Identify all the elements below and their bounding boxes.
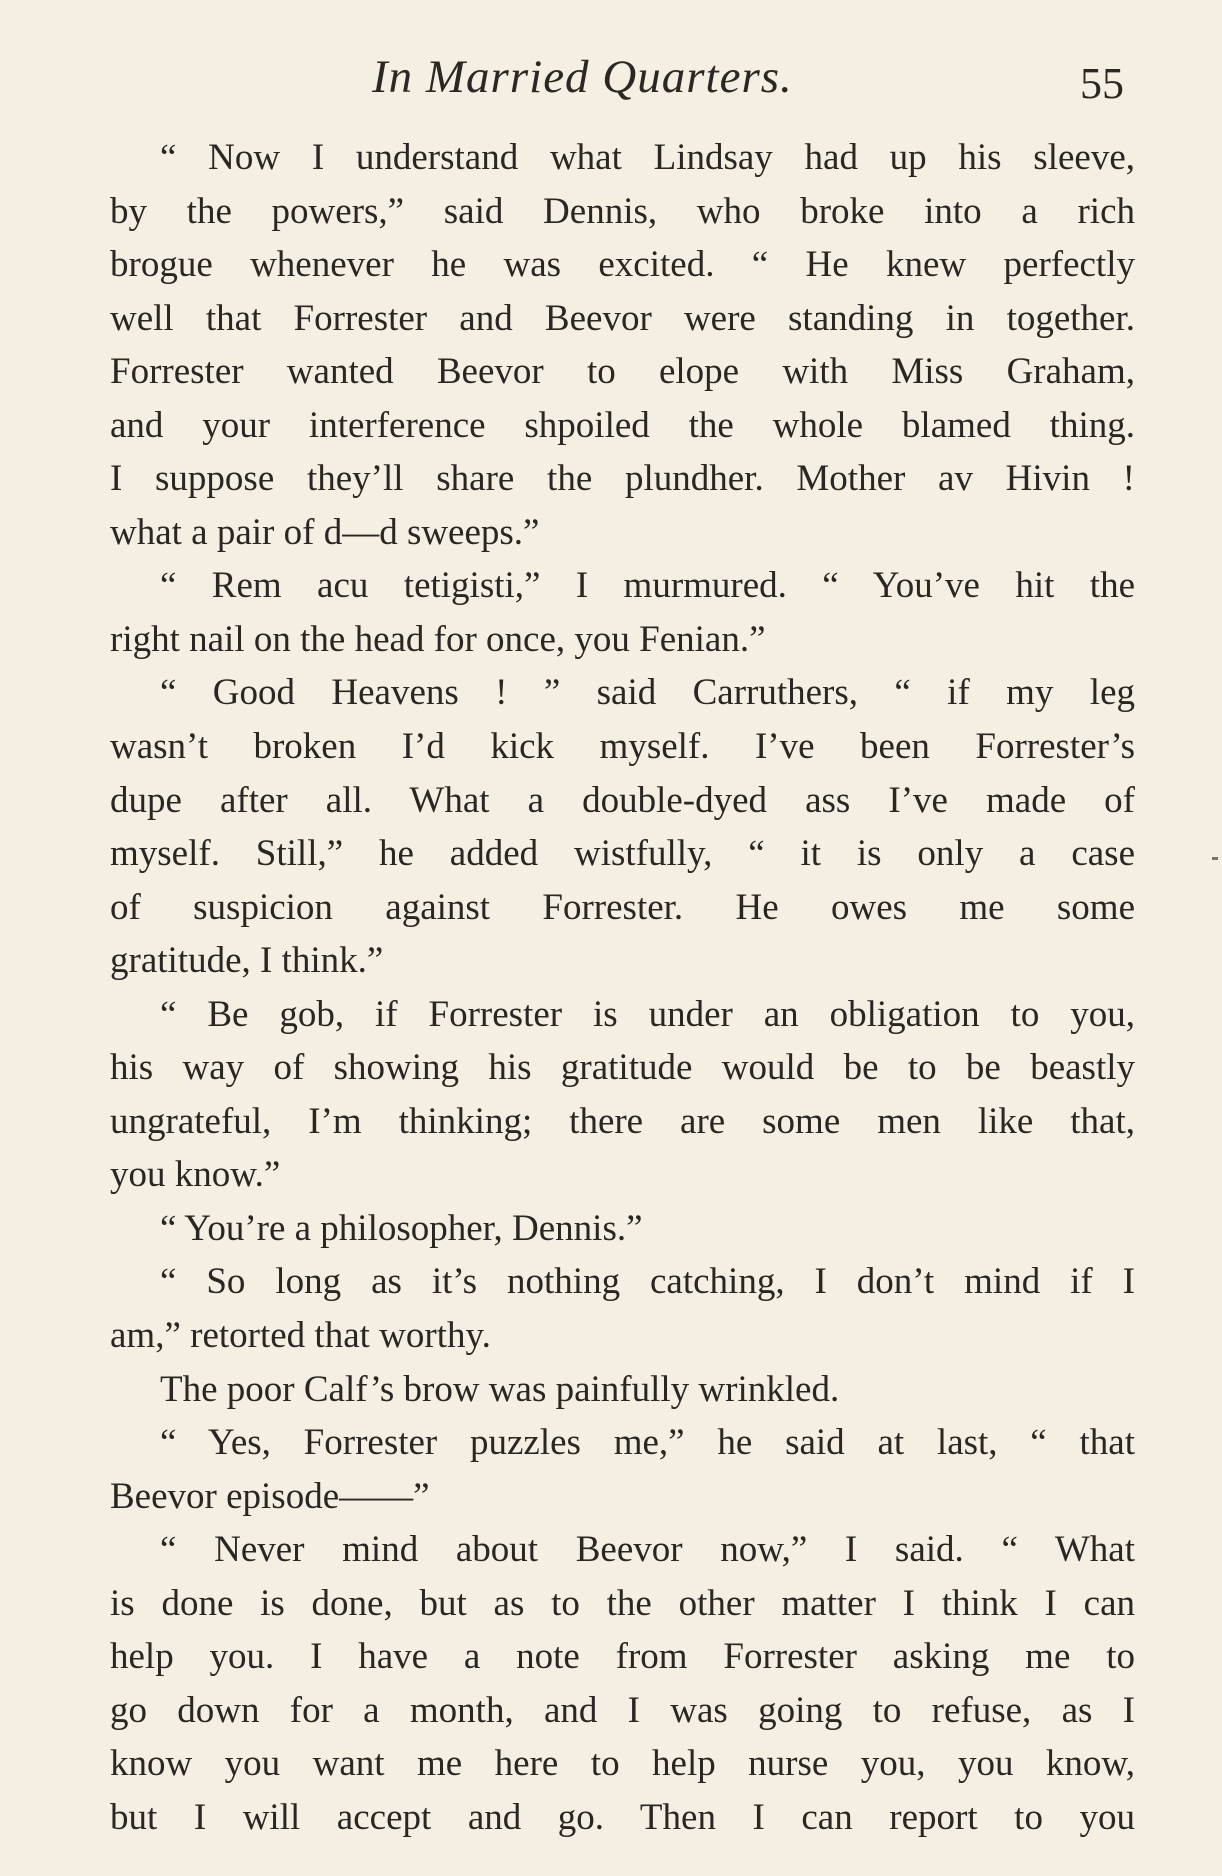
text-line: “ Be gob, if Forrester is under an obligation to you, (160, 993, 1135, 1035)
print-speck (1212, 857, 1218, 860)
text-line: of suspicion against Forrester. He owes me some (110, 886, 1135, 928)
text-line: “ You’re a philosopher, Dennis.” (160, 1207, 643, 1249)
text-line: ungrateful, I’m thinking; there are some men like that, (110, 1100, 1135, 1142)
text-line: “ Good Heavens ! ” said Carruthers, “ if my leg (160, 672, 1135, 714)
text-line: gratitude, I think.” (110, 940, 384, 982)
text-line: The poor Calf’s brow was painfully wrinkled. (160, 1368, 840, 1410)
text-line: and your interference shpoiled the whole blamed thing. (110, 404, 1135, 446)
text-line: “ Never mind about Beevor now,” I said. “ What (160, 1529, 1135, 1571)
text-line: “ Rem acu tetigisti,” I murmured. “ You’ve hit the (160, 565, 1135, 607)
text-line: what a pair of d—d sweeps.” (110, 511, 540, 553)
text-line: know you want me here to help nurse you, you know, (110, 1743, 1135, 1785)
text-line: well that Forrester and Beevor were standing in together. (110, 297, 1135, 339)
text-line: “ So long as it’s nothing catching, I don’t mind if I (160, 1261, 1135, 1303)
text-line: Forrester wanted Beevor to elope with Miss Graham, (110, 351, 1135, 393)
text-line: myself. Still,” he added wistfully, “ it is only a case (110, 833, 1135, 875)
text-line: by the powers,” said Dennis, who broke into a rich (110, 190, 1135, 232)
text-line: help you. I have a note from Forrester asking me to (110, 1636, 1135, 1678)
body-text (110, 131, 1135, 1845)
text-line: wasn’t broken I’d kick myself. I’ve been Forrester’s (110, 726, 1135, 768)
text-line: Beevor episode——” (110, 1475, 430, 1517)
text-line: brogue whenever he was excited. “ He knew perfectly (110, 244, 1135, 286)
text-line: but I will accept and go. Then I can report to you (110, 1796, 1135, 1838)
text-line: “ Yes, Forrester puzzles me,” he said at last, “ that (160, 1422, 1135, 1464)
running-title: In Married Quarters. (372, 51, 793, 103)
text-line: you know.” (110, 1154, 281, 1196)
text-line: am,” retorted that worthy. (110, 1315, 491, 1357)
text-line: his way of showing his gratitude would be to be beastly (110, 1047, 1135, 1089)
text-line: “ Now I understand what Lindsay had up his sleeve, (160, 137, 1135, 178)
text-line: I suppose they’ll share the plundher. Mother av Hivin ! (110, 458, 1135, 500)
running-head (0, 50, 1222, 110)
page-number: 55 (1080, 59, 1124, 108)
text-line: go down for a month, and I was going to refuse, as I (110, 1689, 1135, 1731)
text-line: right nail on the head for once, you Fenian.” (110, 618, 766, 660)
text-line: is done is done, but as to the other matter I think I can (110, 1582, 1135, 1624)
text-line: dupe after all. What a double-dyed ass I’ve made of (110, 779, 1135, 821)
